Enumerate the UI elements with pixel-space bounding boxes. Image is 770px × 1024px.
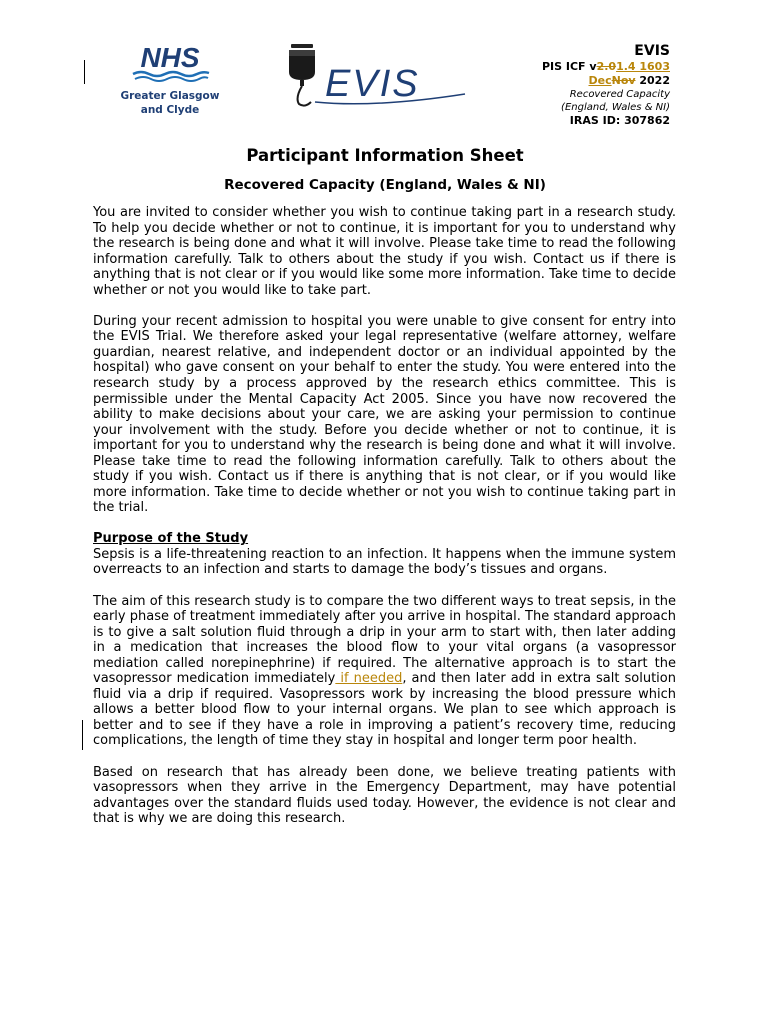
nhs-org-line: Greater Glasgow (120, 90, 220, 102)
document-header-info (542, 42, 670, 128)
paragraph-aim (93, 594, 676, 749)
aim-text-part1: The aim of this research study is to compare the two different ways to treat sepsis, in the early phase of treatment immediately after you arrive in hospital. The standard approach is to give a salt solution fluid through a drip in your arm to start with, then later adding in a medication that increases the blood flow to your vital organs (a vasopressor mediation called norepinephrine) if required. The alternative approach is to start the vasopressor medication immediately (93, 593, 676, 687)
aim-text-part2: , and then later add in extra salt solution fluid via a drip if required. Vasopressors work by increasing the blood pressure which allows a better blood flow to your internal organs. We plan to see which approach is better and to see if they have a role in improving a patient’s recovery time, reducing complications, the length of time they stay in hospital and longer term poor health. (93, 671, 676, 749)
paragraph-intro: You are invited to consider whether you wish to continue taking part in a research study. To help you decide whether or not to continue, it is important for you to understand why the research is being done and what it will involve. Please take time to read the following information carefully. Talk to others about the study if you wish. Contact us if there is anything that is not clear or if you would like some more information. Take time to decide whether or not you would like to take part. (93, 205, 676, 298)
version-line (542, 60, 670, 74)
version-date-line (542, 74, 670, 88)
wave-icon (135, 77, 208, 81)
nhs-logo-block (118, 40, 222, 116)
page-subtitle: Recovered Capacity (England, Wales & NI) (224, 177, 546, 193)
paragraph-admission: During your recent admission to hospital you were unable to give consent for entry into the EVIS Trial. We therefore asked your legal representative (welfare attorney, welfare guardian, nearest relative, and independent doctor or an individual appointed by the hospital) who gave consent on your behalf to enter the study. You were entered into the research study by a process approved by the research ethics committee. This is permissible under the Mental Capacity Act 2005. Since you have now recovered the ability to make decisions about your care, we are asking your permission to continue your involvement with the study. Before you decide whether or not to continue, it is important for you to understand why the research is being done and what it will involve. Please take time to read the following information carefully. Talk to others about the study if you wish. Contact us if there is anything that is not clear, or if you would like more information. Take time to decide whether or not you wish to continue taking part in the trial. (93, 313, 676, 516)
version-prefix: PIS ICF v (541, 60, 597, 73)
version-deleted: 2.0 (596, 60, 617, 73)
nhs-org-line: and Clyde (140, 104, 200, 116)
doc-title: EVIS (634, 43, 670, 59)
version-year: 2022 (635, 74, 670, 87)
iras-id: IRAS ID: 307862 (569, 114, 670, 127)
tracked-insertion: if needed (335, 671, 403, 687)
evis-logo (285, 42, 475, 108)
iv-bag-icon (289, 44, 315, 106)
page-title: Participant Information Sheet (246, 146, 524, 165)
change-bar (84, 60, 85, 84)
change-bar (82, 720, 83, 750)
version-month-deleted: Nov (611, 74, 636, 87)
paragraph-evidence: Based on research that has already been done, we believe treating patients with vasopressors when they arrive in the Emergency Department, may have potential advantages over the standard fluids used today. However, the evidence is not clear and that is why we are doing this research. (93, 764, 676, 827)
section-purpose (93, 531, 676, 578)
nhs-logo (125, 40, 215, 88)
version-month-inserted: Dec (588, 74, 612, 87)
paragraph-purpose: Sepsis is a life-threatening reaction to an infection. It happens when the immune system overreacts to an infection and starts to damage the body’s tissues and organs. (93, 546, 676, 578)
version-note: Recovered Capacity (569, 89, 670, 100)
wave-icon (133, 72, 209, 76)
nhs-logo-text: NHS (140, 42, 200, 73)
version-note: (England, Wales & NI) (561, 102, 670, 113)
section-heading: Purpose of the Study (93, 531, 249, 547)
evis-logo-text: EVIS (325, 63, 420, 105)
version-inserted: 1.4 1603 (616, 60, 670, 73)
document-body (93, 205, 676, 842)
